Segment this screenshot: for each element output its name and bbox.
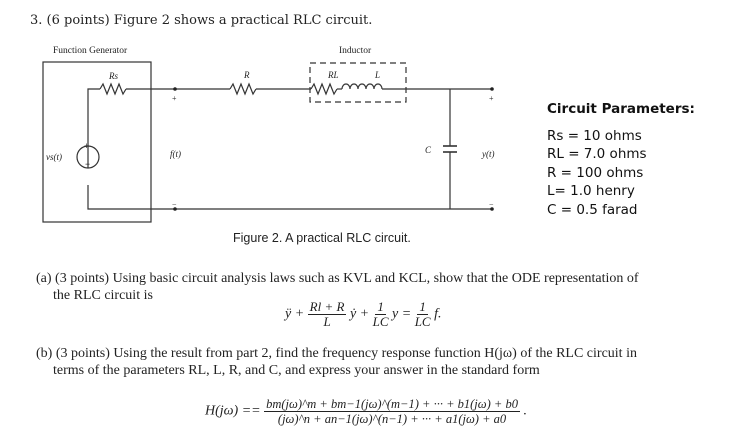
- frac-num: 1: [377, 299, 384, 314]
- ode-equation: [285, 300, 442, 329]
- frac-damping: [308, 300, 347, 329]
- question-title: 3. (6 points) Figure 2 shows a practical RLC circuit.: [30, 13, 373, 28]
- inductor-dashed-box: [310, 63, 406, 102]
- r-label: R: [244, 70, 250, 80]
- rl-resistor: [311, 84, 337, 94]
- function-generator-label: Function Generator: [53, 46, 128, 56]
- inductor-coil: [342, 84, 382, 89]
- param-r: R = 100 ohms: [547, 164, 644, 181]
- frac-den: L: [323, 314, 331, 329]
- param-l: L= 1.0 henry: [547, 183, 635, 199]
- rlc-circuit-diagram: [0, 0, 540, 230]
- part-b-line1: (b) (3 points) Using the result from part 2, find the frequency response function H(jω) of the RLC circuit in: [36, 346, 637, 361]
- inductor-label: Inductor: [339, 46, 372, 56]
- eq-ydd: ÿ +: [285, 306, 305, 322]
- part-b-text: [36, 345, 637, 379]
- frac-lc1: [373, 300, 389, 329]
- eq-end: .: [523, 403, 527, 419]
- part-a-line1: (a) (3 points) Using basic circuit analysis laws such as KVL and KCL, show that the ODE representation of: [36, 271, 639, 286]
- frac-den: LC: [372, 314, 389, 329]
- l-label: L: [375, 70, 381, 80]
- transfer-fraction: [264, 397, 520, 426]
- c-label: C: [425, 145, 432, 155]
- y-minus: −: [489, 200, 494, 209]
- source-minus: −: [85, 159, 91, 169]
- transfer-function-equation: [205, 397, 527, 426]
- param-rl: RL = 7.0 ohms: [547, 146, 647, 162]
- y-label: y(t): [482, 149, 495, 159]
- part-a-line2: the RLC circuit is: [53, 288, 153, 303]
- param-rs: Rs = 10 ohms: [547, 127, 642, 144]
- tf-denominator: (jω)^n + an−1(jω)^(n−1) + ··· + a1(jω) + a0: [277, 412, 507, 426]
- rl-label: RL: [328, 70, 339, 80]
- frac-den: LC: [414, 314, 431, 329]
- params-heading: Circuit Parameters:: [547, 101, 695, 117]
- rs-label: Rs: [109, 71, 118, 81]
- frac-lc2: [415, 300, 431, 329]
- vs-label: vs(t): [46, 152, 62, 162]
- param-c: C = 0.5 farad: [547, 201, 638, 218]
- r-resistor: [230, 84, 256, 94]
- f-label: f(t): [170, 149, 181, 159]
- rs-resistor: [100, 84, 126, 94]
- function-generator-box: [43, 62, 151, 222]
- f-minus: −: [172, 200, 177, 209]
- eq-f: f.: [434, 306, 442, 322]
- eq-lhs: H(jω) ==: [205, 403, 261, 419]
- part-b-line2: terms of the parameters RL, L, R, and C, and express your answer in the standard form: [53, 363, 540, 378]
- source-plus: +: [84, 141, 90, 151]
- eq-yd: ẏ +: [349, 306, 370, 322]
- eq-y: y =: [392, 306, 412, 322]
- tf-numerator: bm(jω)^m + bm−1(jω)^(m−1) + ··· + b1(jω) + b0: [266, 397, 518, 411]
- figure-caption: Figure 2. A practical RLC circuit.: [233, 231, 411, 245]
- f-plus: +: [172, 94, 177, 103]
- frac-num: 1: [419, 299, 426, 314]
- y-plus: +: [489, 94, 494, 103]
- circuit-parameters: [547, 100, 695, 219]
- frac-num: Rl + R: [309, 299, 345, 314]
